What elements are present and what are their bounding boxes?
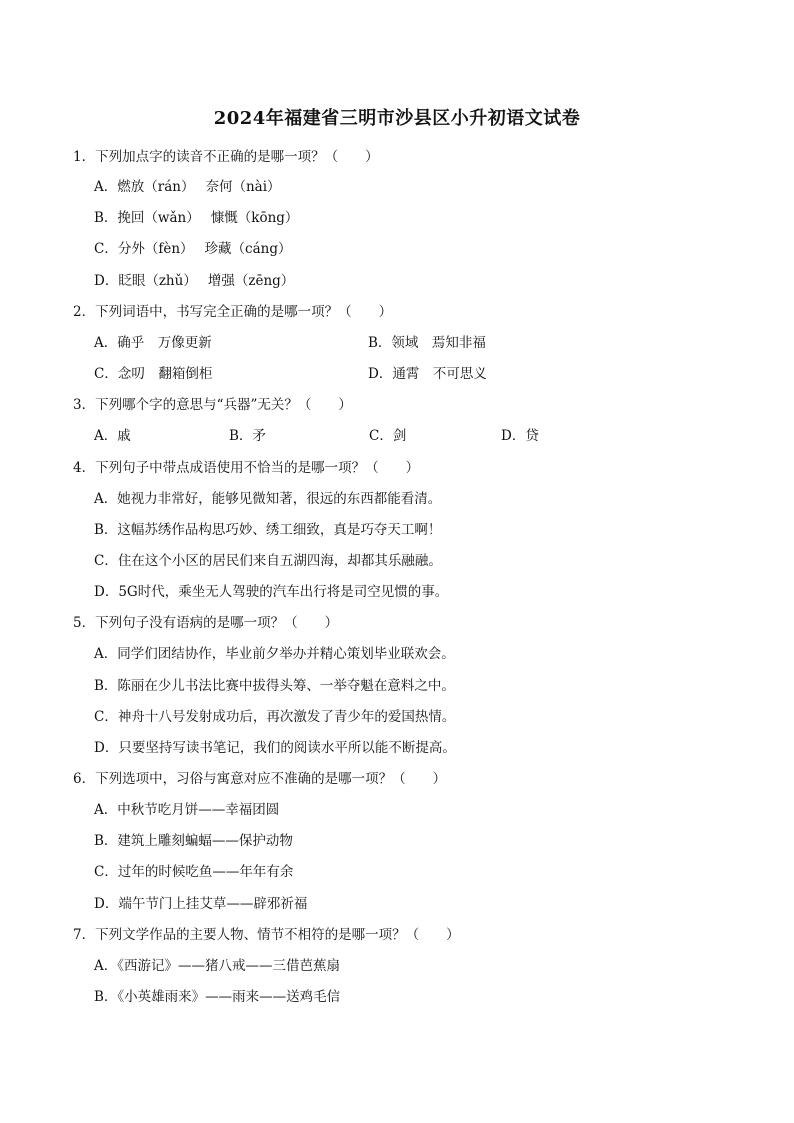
question-1-option-d: D．眨眼（zhǔ） 增强（zēng）: [94, 273, 295, 289]
question-3-stem: 3．下列哪个字的意思与“兵器”无关？（ ）: [73, 397, 352, 413]
question-2-option-a: A．确乎 万像更新: [94, 335, 212, 351]
question-2-option-c: C．念叨 翻箱倒柜: [94, 366, 213, 382]
question-4-option-b: B．这幅苏绣作品构思巧妙、绣工细致，真是巧夺天工啊！: [94, 522, 442, 538]
question-6-option-d: D．端午节门上挂艾草——辟邪祈福: [94, 896, 308, 912]
page-title: 2024年福建省三明市沙县区小升初语文试卷: [213, 108, 581, 129]
question-5-option-d: D．只要坚持写读书笔记，我们的阅读水平所以能不断提高。: [94, 740, 456, 756]
question-6-option-b: B．建筑上雕刻蝙蝠——保护动物: [94, 833, 293, 849]
question-2-option-d: D．通霄 不可思义: [368, 366, 487, 382]
question-6-option-a: A．中秋节吃月饼——幸福团圆: [94, 802, 280, 818]
question-1-stem: 1．下列加点字的读音不正确的是哪一项？（ ）: [73, 149, 379, 165]
question-3-option-d: D．贷: [501, 428, 539, 444]
question-4-option-c: C．住在这个小区的居民们来自五湖四海，却都其乐融融。: [94, 553, 442, 569]
question-3-option-a: A．戚: [94, 428, 131, 444]
question-1-option-b: B．挽回（wǎn） 慷慨（kōng）: [94, 210, 299, 226]
question-1-option-c: C．分外（fèn） 珍藏（cáng）: [94, 241, 292, 257]
question-7-option-b: B．《小英雄雨来》——雨来——送鸡毛信: [94, 989, 341, 1005]
question-4-stem: 4．下列句子中带点成语使用不恰当的是哪一项？（ ）: [73, 460, 420, 476]
question-7-option-a: A．《西游记》——猪八戒——三借芭蕉扇: [94, 958, 340, 974]
question-5-stem: 5．下列句子没有语病的是哪一项？（ ）: [73, 615, 339, 631]
question-5-option-a: A．同学们团结协作，毕业前夕举办并精心策划毕业联欢会。: [94, 646, 455, 662]
question-6-option-c: C．过年的时候吃鱼——年年有余: [94, 864, 294, 880]
question-2-option-b: B．领域 焉知非福: [368, 335, 486, 351]
question-6-stem: 6．下列选项中，习俗与寓意对应不准确的是哪一项？（ ）: [73, 771, 447, 787]
question-5-option-c: C．神舟十八号发射成功后，再次激发了青少年的爱国热情。: [94, 709, 456, 725]
question-3-option-b: B．矛: [229, 428, 266, 444]
question-3-option-c: C．剑: [369, 428, 407, 444]
question-2-stem: 2．下列词语中，书写完全正确的是哪一项？（ ）: [73, 304, 393, 320]
question-1-option-a: A．燃放（rán） 奈何（nài）: [94, 179, 281, 195]
question-4-option-d: D．5G时代，乘坐无人驾驶的汽车出行将是司空见惯的事。: [94, 584, 449, 600]
question-7-stem: 7．下列文学作品的主要人物、情节不相符的是哪一项？（ ）: [73, 927, 460, 943]
question-5-option-b: B．陈丽在少儿书法比赛中拔得头筹、一举夺魁在意料之中。: [94, 678, 455, 694]
question-4-option-a: A．她视力非常好，能够见微知著，很远的东西都能看清。: [94, 491, 442, 507]
